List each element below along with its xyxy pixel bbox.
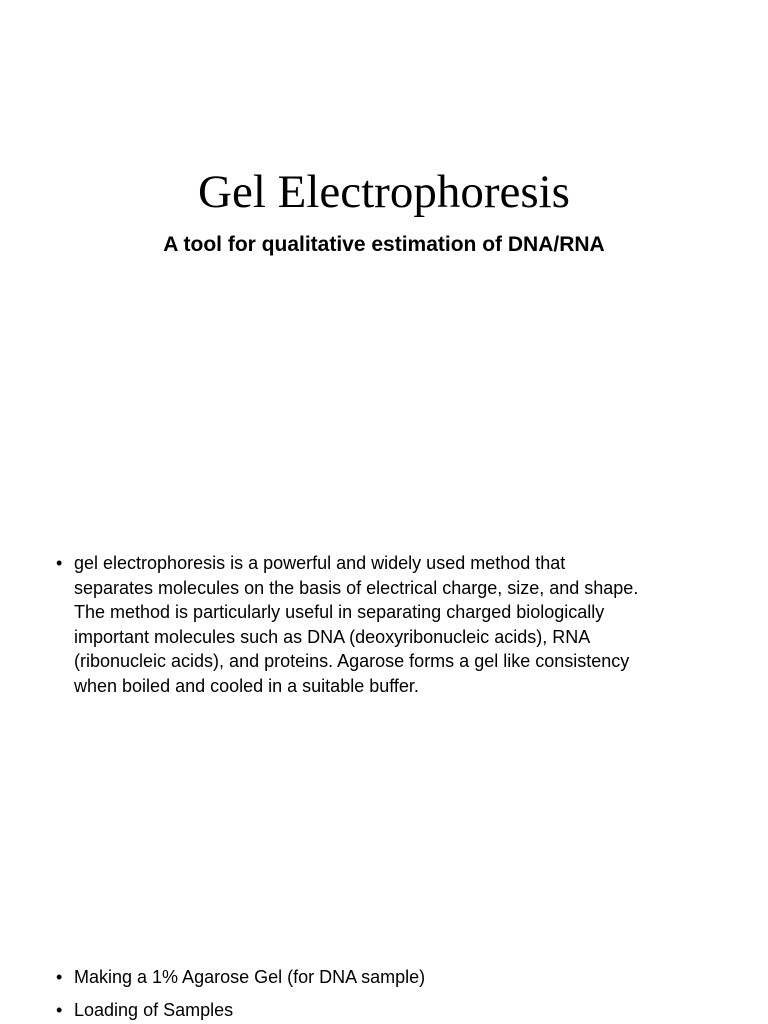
description-line: important molecules such as DNA (deoxyribonucleic acids), RNA <box>74 626 591 647</box>
step-label: Making a 1% Agarose Gel (for DNA sample) <box>74 967 426 987</box>
slide-title: Gel Electrophoresis <box>198 166 570 218</box>
description-paragraph <box>74 551 716 698</box>
description-line: separates molecules on the basis of electrical charge, size, and shape. <box>74 577 639 598</box>
bullet-dot-icon: • <box>56 999 63 1020</box>
description-line: The method is particularly useful in separating charged biologically <box>74 602 605 622</box>
description-line: (ribonucleic acids), and proteins. Agarose forms a gel like consistency <box>74 651 630 671</box>
bullet-dot-icon: • <box>56 967 63 987</box>
description-line: when boiled and cooled in a suitable buffer. <box>74 675 419 696</box>
description-bullet <box>56 551 716 698</box>
steps-list <box>56 965 716 1024</box>
description-list <box>56 551 716 698</box>
step-label: Loading of Samples <box>74 999 234 1020</box>
step-item <box>56 998 716 1023</box>
step-item <box>56 965 716 990</box>
slide-subtitle: A tool for qualitative estimation of DNA/RNA <box>163 233 605 256</box>
bullet-dot-icon: • <box>56 553 63 573</box>
description-line: gel electrophoresis is a powerful and widely used method that <box>74 553 566 573</box>
